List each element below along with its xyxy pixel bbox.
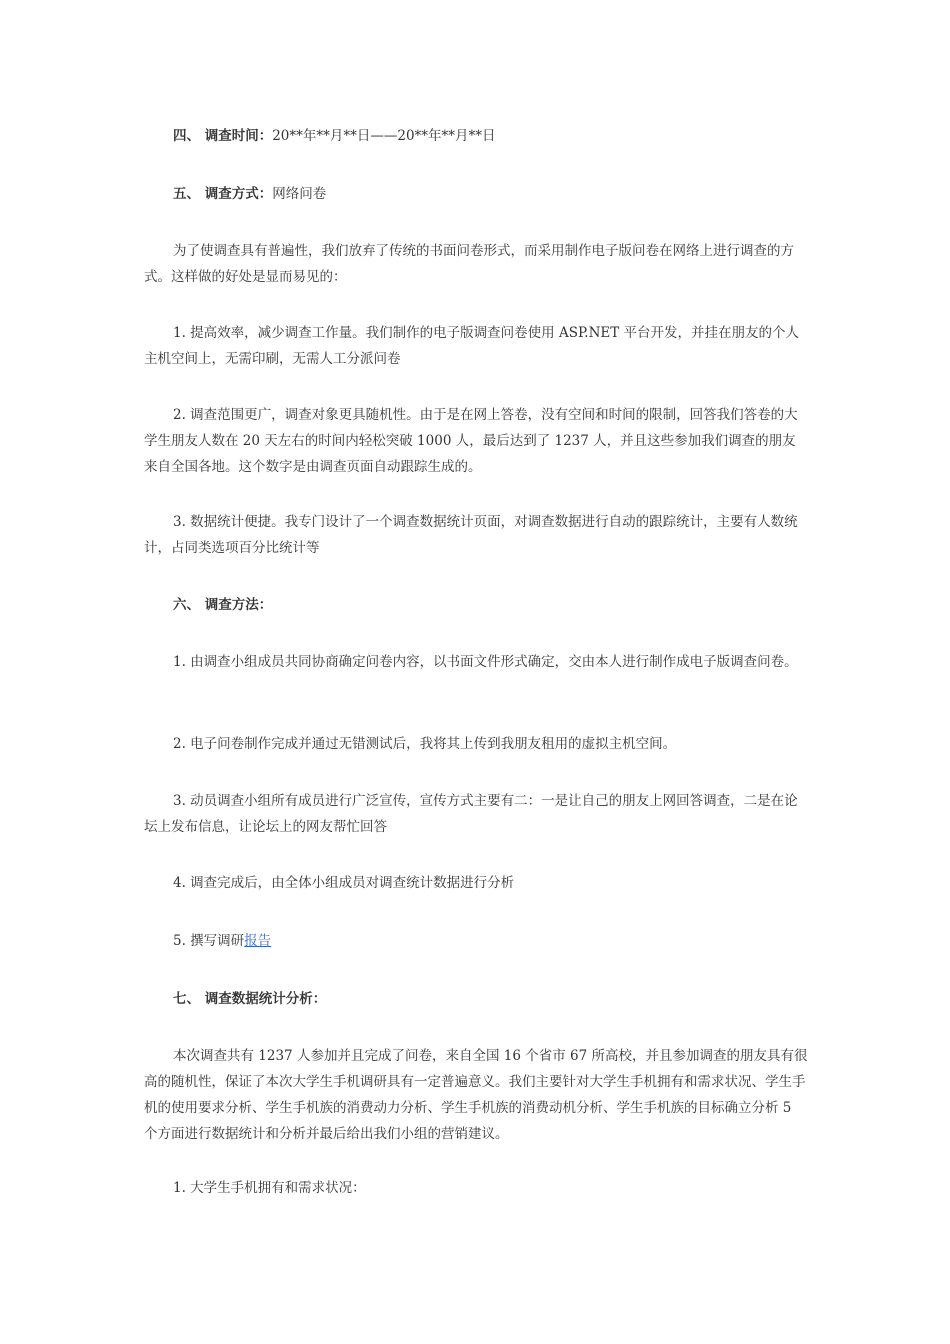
section-7-data-analysis (144, 986, 809, 1012)
section-5-item-3: 3. 数据统计便捷。我专门设计了一个调查数据统计页面，对调查数据进行自动的跟踪统计，主要有人数统计，占同类选项百分比统计等 (144, 514, 798, 556)
section-6-survey-approach (144, 592, 809, 618)
section-5-heading: 五、 调查方式： (173, 186, 273, 202)
survey-method-value: 网络问卷 (272, 186, 327, 202)
section-6-item-2: 2. 电子问卷制作完成并通过无错测试后，我将其上传到我朋友租用的虚拟主机空间。 (173, 736, 677, 752)
section-6-heading: 六、 调查方法： (173, 597, 273, 613)
survey-time-value: 20**年**月**日——20**年**月**日 (272, 128, 496, 144)
section-6-item-1: 1. 由调查小组成员共同协商确定问卷内容，以书面文件形式确定，交由本人进行制作成电子版调查问卷。 (173, 654, 798, 670)
section-6-item-4: 4. 调查完成后，由全体小组成员对调查统计数据进行分析 (173, 875, 515, 891)
item-5-text: 5. 撰写调研 (173, 933, 245, 949)
section-7-intro-paragraph: 本次调查共有 1237 人参加并且完成了问卷，来自全国 16 个省市 67 所高校，并且参加调查的朋友具有很高的随机性，保证了本次大学生手机调研具有一定普遍意义。我们主要针对大学生手机拥有和需求状况、学生手机的使用要求分析、学生手机族的消费动力分析、学生手机族的消费动机分析、学生手机族的目标确立分析 5 个方面进行数据统计和分析并最后给出我们小组的营销建议。 (144, 1048, 808, 1142)
section-4-survey-time (144, 123, 809, 149)
section-5-intro-paragraph: 为了使调查具有普遍性，我们放弃了传统的书面问卷形式，而采用制作电子版问卷在网络上进行调查的方式。这样做的好处是显而易见的： (144, 243, 794, 285)
section-6-item-3: 3. 动员调查小组所有成员进行广泛宣传，宣传方式主要有二：一是让自己的朋友上网回答调查，二是在论坛上发布信息，让论坛上的网友帮忙回答 (144, 793, 798, 835)
section-5-item-2: 2. 调查范围更广，调查对象更具随机性。由于是在网上答卷，没有空间和时间的限制，回答我们答卷的大学生朋友人数在 20 天左右的时间内轻松突破 1000 人，最后达到了 1237 人，并且这些参加我们调查的朋友来自全国各地。这个数字是由调查页面自动跟踪生成的。 (144, 407, 798, 475)
section-5-survey-method (144, 181, 809, 207)
section-5-item-1: 1. 提高效率，减少调查工作量。我们制作的电子版调查问卷使用 ASP.NET 平台开发，并挂在朋友的个人主机空间上，无需印刷，无需人工分派问卷 (144, 325, 800, 367)
section-6-item-5 (144, 928, 809, 954)
section-7-heading: 七、 调查数据统计分析： (173, 991, 327, 1007)
report-link[interactable]: 报告 (244, 933, 272, 949)
section-4-heading: 四、 调查时间： (173, 128, 273, 144)
section-7-item-1: 1. 大学生手机拥有和需求状况： (173, 1180, 366, 1196)
